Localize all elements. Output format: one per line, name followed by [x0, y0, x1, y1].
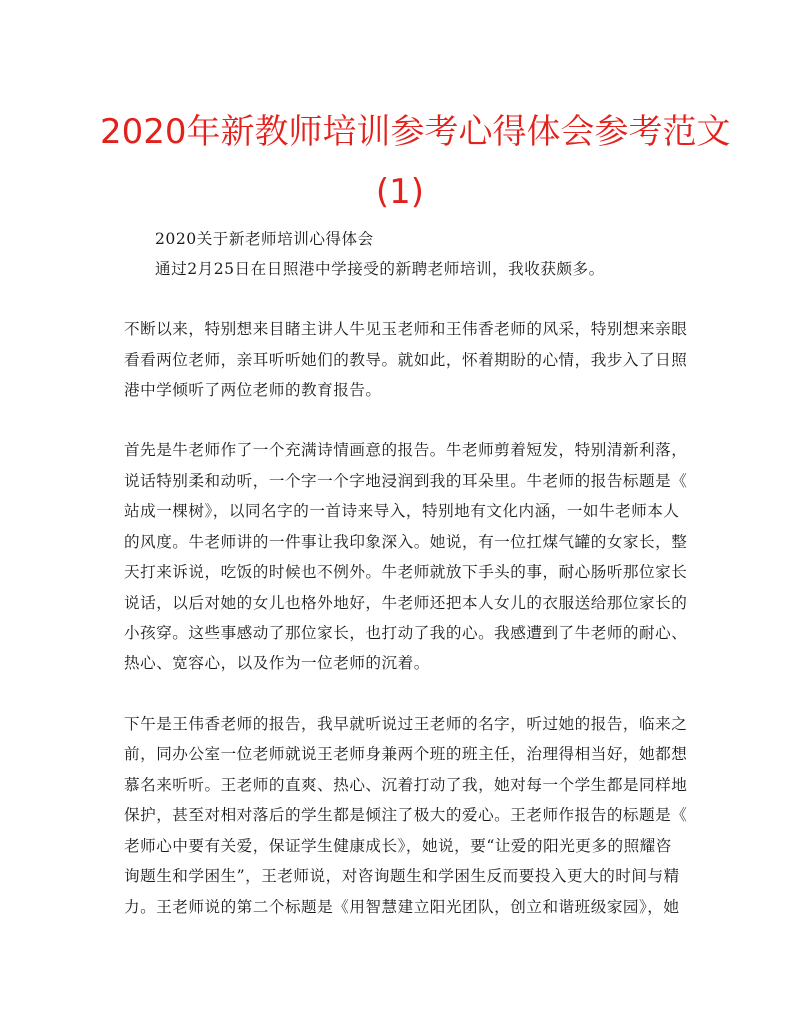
paragraph-line: 询题生和学困生”，王老师说，对咨询题生和学困生反而要投入更大的时间与精 — [124, 867, 680, 885]
paragraph-line: 前，同办公室一位老师就说王老师身兼两个班的班主任，治理得相当好，她都想 — [124, 745, 688, 763]
paragraph-line: 老师心中要有关爱，保证学生健康成长》，她说，要“让爱的阳光更多的照耀咨 — [124, 837, 672, 855]
document-intro: 通过2月25日在日照港中学接受的新聘老师培训，我收获颇多。 — [155, 260, 605, 278]
paragraph-line: 的风度。牛老师讲的一件事让我印象深入。她说，有一位扛煤气罐的女家长，整 — [124, 533, 688, 551]
paragraph-line: 站成一棵树》，以同名字的一首诗来导入，特别地有文化内涵，一如牛老师本人 — [124, 502, 680, 520]
paragraph-line: 首先是牛老师作了一个充满诗情画意的报告。牛老师剪着短发，特别清新利落， — [124, 441, 688, 459]
paragraph-line: 港中学倾听了两位老师的教育报告。 — [124, 381, 382, 399]
paragraph-line: 力。王老师说的第二个标题是《用智慧建立阳光团队，创立和谐班级家园》，她 — [124, 898, 680, 916]
document-title-line-1: 2020年新教师培训参考心得体会参考范文 — [100, 112, 731, 152]
paragraph-line: 说话，以后对她的女儿也格外地好，牛老师还把本人女儿的衣服送给那位家长的 — [124, 594, 688, 612]
paragraph-line: 看看两位老师，亲耳听听她们的教导。就如此，怀着期盼的心情，我步入了日照 — [124, 351, 688, 369]
document-subtitle: 2020关于新老师培训心得体会 — [155, 230, 374, 248]
paragraph-line: 小孩穿。这些事感动了那位家长，也打动了我的心。我感遭到了牛老师的耐心、 — [124, 624, 688, 642]
paragraph-line: 下午是王伟香老师的报告，我早就听说过王老师的名字，听过她的报告，临来之 — [124, 715, 688, 733]
paragraph-line: 保护，甚至对相对落后的学生都是倾注了极大的爱心。王老师作报告的标题是《 — [124, 806, 688, 824]
paragraph-line: 慕名来听听。王老师的直爽、热心、沉着打动了我，她对每一个学生都是同样地 — [124, 776, 688, 794]
paragraph-line: 说话特别柔和动听，一个字一个字地浸润到我的耳朵里。牛老师的报告标题是《 — [124, 472, 688, 490]
paragraph-line: 天打来诉说，吃饭的时候也不例外。牛老师就放下手头的事，耐心肠听那位家长 — [124, 563, 688, 581]
document-title-line-2: (1) — [375, 172, 425, 212]
paragraph-line: 热心、宽容心，以及作为一位老师的沉着。 — [124, 654, 430, 672]
paragraph-line: 不断以来，特别想来目睹主讲人牛见玉老师和王伟香老师的风采，特别想来亲眼 — [124, 320, 688, 338]
